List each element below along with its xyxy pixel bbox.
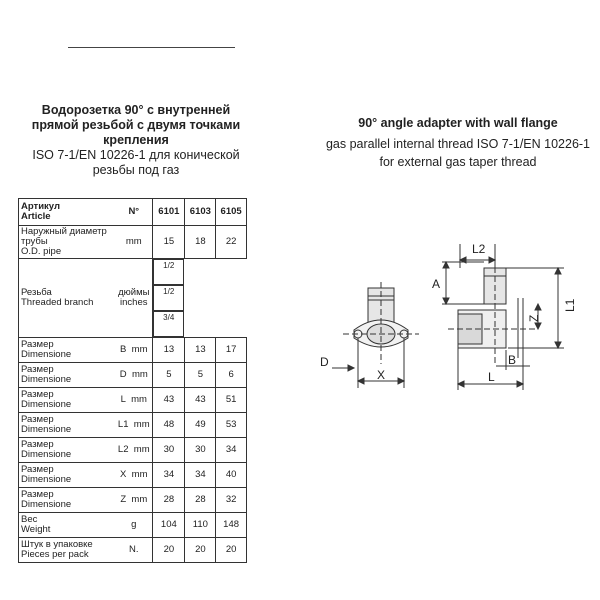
- label-L2: L2: [472, 242, 486, 256]
- table-row: [19, 463, 247, 488]
- row-unit-text: mm: [131, 469, 148, 480]
- label-B: B: [508, 353, 517, 367]
- row-label: [19, 538, 116, 563]
- english-title-bold: 90° angle adapter with wall flange: [358, 116, 558, 130]
- row-value: 40: [216, 463, 247, 488]
- row-label-ru: Размер: [21, 339, 54, 350]
- row-value: 20: [216, 538, 247, 563]
- row-unit: дюймы inches: [115, 259, 152, 338]
- row-label-en: Dimensione: [21, 499, 72, 510]
- row-value: 49: [185, 413, 216, 438]
- row-value: 5: [153, 363, 185, 388]
- row-label-ru: Штук в упаковке: [21, 539, 93, 550]
- row-value: 148: [216, 513, 247, 538]
- row-label: [19, 513, 116, 538]
- row-unit: [115, 438, 152, 463]
- row-value: 104: [153, 513, 185, 538]
- header-col: 6105: [216, 199, 247, 226]
- row-label-ru: Размер: [21, 364, 54, 375]
- row-label-en: O.D. pipe: [21, 246, 62, 257]
- row-value: 110: [185, 513, 216, 538]
- row-symbol: L: [120, 394, 126, 405]
- top-rule: [68, 47, 235, 48]
- row-symbol: L1: [117, 419, 129, 430]
- row-unit-text: mm: [133, 419, 150, 430]
- row-unit: mm: [115, 226, 152, 259]
- header-col: 6101: [153, 199, 185, 226]
- table-row: [19, 388, 247, 413]
- row-value: 30: [185, 438, 216, 463]
- row-value: 51: [216, 388, 247, 413]
- table-row: [19, 438, 247, 463]
- row-label: [19, 363, 116, 388]
- row-label-ru: Размер: [21, 389, 54, 400]
- label-L: L: [488, 370, 495, 384]
- row-value: 18: [185, 226, 216, 259]
- table-row: [19, 363, 247, 388]
- label-Z: Z: [527, 314, 541, 322]
- russian-title-line3: резьбы под газ: [92, 163, 180, 177]
- russian-title: [18, 103, 254, 178]
- header-unit: N°: [115, 199, 152, 226]
- row-value: 6: [216, 363, 247, 388]
- english-title-line3: for external gas taper thread: [379, 155, 537, 169]
- row-symbol: L2: [117, 444, 129, 455]
- row-value: 1/2: [153, 285, 184, 311]
- row-value: 48: [153, 413, 185, 438]
- row-unit-text: mm: [131, 494, 148, 505]
- row-unit-text: mm: [131, 394, 147, 405]
- row-label-ru: Размер: [21, 489, 54, 500]
- side-view: [442, 244, 564, 390]
- row-value: 17: [216, 338, 247, 363]
- row-value: 22: [216, 226, 247, 259]
- row-unit: [115, 363, 152, 388]
- row-value: 1/2: [153, 259, 184, 285]
- row-label: [19, 438, 116, 463]
- header-col: 6103: [185, 199, 216, 226]
- header-label: [19, 199, 116, 226]
- fitting-drawing: [308, 238, 593, 398]
- row-symbol: X: [120, 469, 127, 480]
- row-label-en: Dimensione: [21, 399, 72, 410]
- row-label: [19, 413, 116, 438]
- row-label-ru: Размер: [21, 439, 54, 450]
- row-label-ru: Резьба: [21, 287, 52, 298]
- row-unit: [115, 338, 152, 363]
- row-value: 34: [216, 438, 247, 463]
- table-row: [19, 488, 247, 513]
- row-label-ru: Размер: [21, 464, 54, 475]
- row-symbol: Z: [120, 494, 127, 505]
- english-title: [318, 114, 598, 171]
- row-value: 32: [216, 488, 247, 513]
- row-unit: [115, 413, 152, 438]
- row-label-en: Pieces per pack: [21, 549, 89, 560]
- row-label: [19, 226, 116, 259]
- row-value: 20: [153, 538, 185, 563]
- table-row: [19, 513, 247, 538]
- label-A: A: [432, 277, 441, 291]
- row-unit-text: mm: [131, 344, 148, 355]
- row-unit-text: mm: [131, 369, 148, 380]
- row-value: 28: [185, 488, 216, 513]
- row-value: 3/4: [153, 311, 184, 337]
- row-unit: N.: [115, 538, 152, 563]
- russian-title-line2: ISO 7-1/EN 10226-1 для конической: [32, 148, 240, 162]
- row-value: 13: [185, 338, 216, 363]
- row-label-ru: Размер: [21, 414, 54, 425]
- row-value: 34: [185, 463, 216, 488]
- row-label-en: Dimensione: [21, 424, 72, 435]
- spec-table: [18, 198, 247, 563]
- row-value: 20: [185, 538, 216, 563]
- row-value: 13: [153, 338, 185, 363]
- row-unit: [115, 463, 152, 488]
- row-value: 43: [185, 388, 216, 413]
- label-X: X: [377, 368, 386, 382]
- row-label-en: Dimensione: [21, 349, 72, 360]
- row-label-en: Dimensione: [21, 449, 72, 460]
- row-label: [19, 388, 116, 413]
- english-title-line2: gas parallel internal thread ISO 7-1/EN 10226-1: [325, 137, 591, 151]
- row-unit: [115, 388, 152, 413]
- table-row: [19, 226, 247, 259]
- row-label-en: Dimensione: [21, 374, 72, 385]
- row-label-ru: Вес: [21, 514, 38, 525]
- row-label-ru: Наружный диаметр трубы: [21, 226, 107, 247]
- row-label: [19, 463, 116, 488]
- header-label-en: Article: [21, 211, 51, 222]
- row-value: 34: [153, 463, 185, 488]
- row-value: 53: [216, 413, 247, 438]
- row-unit-text: mm: [133, 444, 150, 455]
- table-row: [19, 538, 247, 563]
- row-label: [19, 338, 116, 363]
- row-label-en: Dimensione: [21, 474, 72, 485]
- label-D: D: [320, 355, 329, 369]
- row-unit: g: [115, 513, 152, 538]
- row-symbol: B: [120, 344, 127, 355]
- row-value: 43: [153, 388, 185, 413]
- row-value: 5: [185, 363, 216, 388]
- row-unit: [115, 488, 152, 513]
- label-L1: L1: [563, 298, 577, 312]
- russian-title-bold: Водорозетка 90° с внутренней прямой резьбой с двумя точками крепления: [31, 103, 241, 147]
- row-value: 15: [153, 226, 185, 259]
- row-label: [19, 259, 116, 338]
- row-value: 28: [153, 488, 185, 513]
- row-label-en: Threaded branch: [21, 297, 94, 308]
- row-value: 30: [153, 438, 185, 463]
- front-view: [332, 282, 419, 388]
- table-header-row: [19, 199, 247, 226]
- table-row: [19, 338, 247, 363]
- row-label: [19, 488, 116, 513]
- table-row: [19, 413, 247, 438]
- row-label-en: Weight: [21, 524, 51, 535]
- table-row: [19, 259, 247, 338]
- row-symbol: D: [119, 369, 127, 380]
- header-label-ru: Артикул: [21, 201, 60, 212]
